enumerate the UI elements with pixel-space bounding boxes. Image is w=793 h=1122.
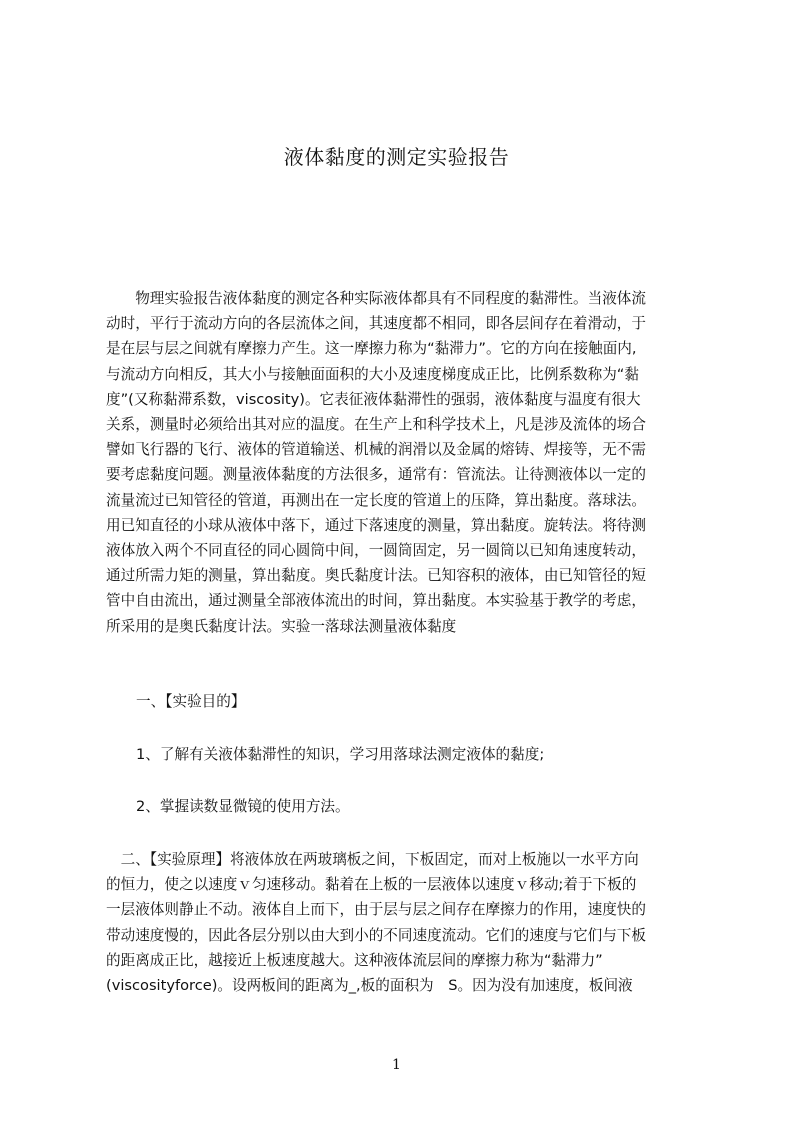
principle-line: 二、【实验原理】将液体放在两玻璃板之间，下板固定，而对上板施以一水平方向 <box>106 851 639 868</box>
intro-line: 用已知直径的小球从液体中落下，通过下落速度的测量，算出黏度。旋转法。将待测 <box>106 516 646 534</box>
intro-line: 要考虑黏度问题。测量液体黏度的方法很多，通常有：管流法。让待测液体以一定的 <box>106 466 646 484</box>
principle-line: 带动速度慢的，因此各层分别以由大到小的不同速度流动。它们的速度与它们与下板 <box>106 926 646 944</box>
principle-line: 的距离成正比，越接近上板速度越大。这种液体流层间的摩擦力称为“黏滞力” <box>106 951 603 969</box>
principle-line: (viscosityforce)。设两板间的距离为_,板的面积为 S。因为没有加速度，板间液 <box>106 977 633 995</box>
document-title: 液体黏度的测定实验报告 <box>283 145 510 169</box>
principle-line: 一层液体则静止不动。液体自上而下，由于层与层之间存在摩擦力的作用，速度快的 <box>106 901 646 919</box>
intro-line: 譬如飞行器的飞行、液体的管道输送、机械的润滑以及金属的熔铸、焊接等，无不需 <box>106 441 646 459</box>
intro-line: 液体放入两个不同直径的同心圆筒中间，一圆筒固定，另一圆筒以已知角速度转动， <box>106 542 646 560</box>
intro-line: 流量流过已知管径的管道，再测出在一定长度的管道上的压降，算出黏度。落球法。 <box>106 491 646 509</box>
purpose-item-2: 2、掌握读数显微镜的使用方法。 <box>136 798 350 815</box>
principle-line: 的恒力，使之以速度ｖ匀速移动。黏着在上板的一层液体以速度ｖ移动;着于下板的 <box>106 876 637 894</box>
section-heading-purpose: 一、【实验目的】 <box>136 693 246 710</box>
intro-line: 关系，测量时必须给出其对应的温度。在生产上和科学技术上，凡是涉及流体的场合 <box>106 416 646 434</box>
intro-line: 度”(又称黏滞系数，viscosity)。它表征液体黏滞性的强弱，液体黏度与温度有很大 <box>106 390 641 408</box>
intro-line: 动时，平行于流动方向的各层流体之间，其速度都不相同，即各层间存在着滑动，于 <box>106 315 646 333</box>
intro-line: 通过所需力矩的测量，算出黏度。奥氏黏度计法。已知容积的液体，由已知管径的短 <box>106 567 646 585</box>
purpose-item-1: 1、了解有关液体黏滞性的知识，学习用落球法测定液体的黏度; <box>136 746 545 763</box>
page-number: 1 <box>392 1057 401 1073</box>
intro-line: 物理实验报告液体黏度的测定各种实际液体都具有不同程度的黏滞性。当液体流 <box>106 290 646 307</box>
principle-paragraph <box>106 847 711 998</box>
intro-line: 所采用的是奥氏黏度计法。实验一落球法测量液体黏度 <box>106 617 457 635</box>
intro-line: 是在层与层之间就有摩擦力产生。这一摩擦力称为“黏滞力”。它的方向在接触面内, <box>106 340 637 358</box>
intro-line: 管中自由流出，通过测量全部液体流出的时间，算出黏度。本实验基于教学的考虑， <box>106 592 646 610</box>
intro-line: 与流动方向相反，其大小与接触面面积的大小及速度梯度成正比，比例系数称为“黏 <box>106 365 639 383</box>
intro-paragraph <box>106 286 711 639</box>
